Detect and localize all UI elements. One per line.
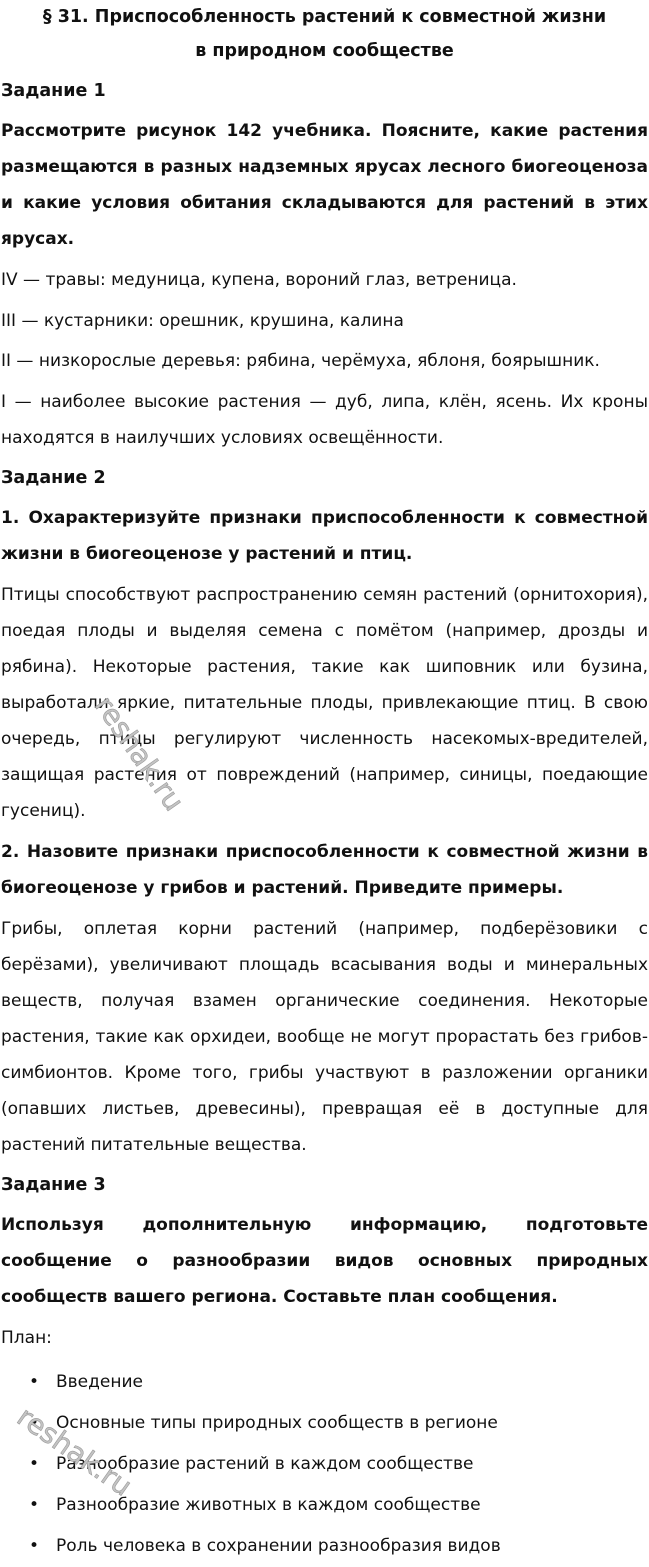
watermark: reshak.ru: [11, 1400, 139, 1503]
task-1: [1, 74, 648, 456]
task-3-question: Используя дополнительную информацию, подготовьте сообщение о разнообразии видов основных природных сообществ вашего региона. Составьте план сообщения.: [1, 1215, 648, 1307]
plan-item: • Разнообразие животных в каждом сообществе: [56, 1485, 648, 1526]
plan-item: • Основные типы природных сообществ в регионе: [56, 1403, 648, 1444]
plan-label: План:: [1, 1328, 52, 1348]
plan-item: • Разнообразие растений в каждом сообществе: [56, 1444, 648, 1485]
task-2-question-2: 2. Назовите признаки приспособленности к совместной жизни в биогеоценозе у грибов и растений. Приведите примеры.: [1, 842, 648, 898]
task-1-question: Рассмотрите рисунок 142 учебника. Поясните, какие растения размещаются в разных надземных ярусах лесного биогеоценоза и какие условия обитания складываются для растений в этих ярусах.: [1, 121, 648, 249]
task-2-heading: Задание 2: [1, 468, 106, 488]
task-2-answer-2: Грибы, оплетая корни растений (например, подберёзовики с берёзами), увеличивают площадь всасывания воды и минеральных веществ, получая взамен органические соединения. Некоторые растения, такие как орхидеи, вообще не могут прорастать без грибов-симбионтов. Кроме того, грибы участвуют в разложении органики (опавших листьев, древесины), превращая её в доступные для растений питательные вещества.: [1, 919, 648, 1155]
plan-item: • Роль человека в сохранении разнообразия видов: [56, 1526, 648, 1567]
task-2: [1, 461, 648, 1163]
task-2-answer-1: Птицы способствуют распространению семян растений (орнитохория), поедая плоды и выделяя семена с помётом (например, дрозды и рябина). Некоторые растения, такие как шиповник или бузина, выработали яркие, питательные плоды, привлекающие птиц. В свою очередь, птицы регулируют численность насекомых-вредителей, защищая растения от повреждений (например, синицы, поедающие гусениц).: [1, 585, 648, 821]
task-3: [1, 1168, 648, 1567]
page-title: [1, 0, 648, 68]
title-line-2: в природном сообществе: [195, 41, 454, 61]
task-2-question-1: 1. Охарактеризуйте признаки приспособленности к совместной жизни в биогеоценозе у растений и птиц.: [1, 508, 648, 564]
task-1-heading: Задание 1: [1, 81, 106, 101]
watermark: reshak.ru: [87, 690, 191, 818]
task-1-answer-tier-2: II — низкорослые деревья: рябина, черёмуха, яблоня, боярышник.: [1, 351, 600, 371]
plan-item: • Введение: [56, 1362, 648, 1403]
task-1-answer-tier-4: IV — травы: медуница, купена, вороний глаз, ветреница.: [1, 270, 517, 290]
task-1-answer-tier-1: I — наиболее высокие растения — дуб, липа, клён, ясень. Их кроны находятся в наилучших условиях освещённости.: [1, 392, 648, 448]
task-1-answer-tier-3: III — кустарники: орешник, крушина, калина: [1, 311, 404, 331]
plan-list: [1, 1362, 648, 1567]
task-3-heading: Задание 3: [1, 1175, 106, 1195]
title-line-1: § 31. Приспособленность растений к совместной жизни: [42, 7, 607, 27]
